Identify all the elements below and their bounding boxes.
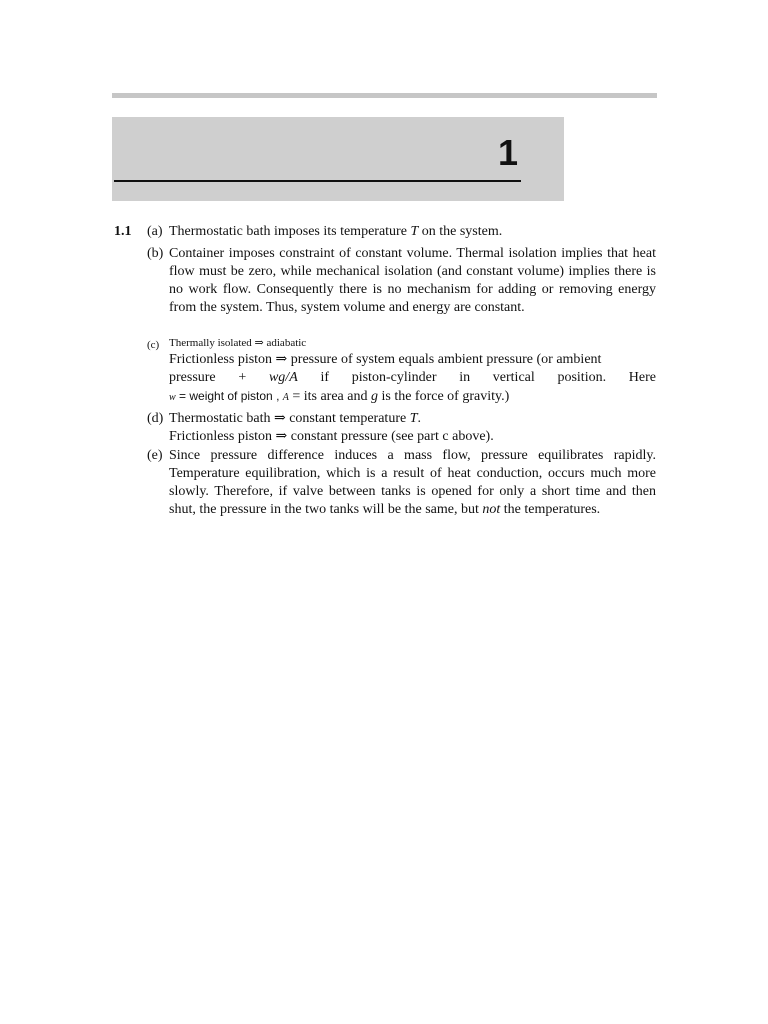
part-label: (c)	[147, 339, 160, 351]
text-line	[169, 410, 656, 428]
text-run: Thermostatic bath imposes its temperature	[169, 224, 411, 239]
variable: wg/A	[268, 370, 298, 385]
part-a	[147, 223, 656, 241]
chapter-underline	[114, 180, 521, 182]
part-label: (a)	[147, 224, 163, 239]
text-run: pressure +	[169, 370, 269, 385]
top-rule	[112, 93, 657, 98]
part-text	[169, 223, 656, 241]
part-label: (b)	[147, 246, 164, 261]
emphasis: not	[482, 502, 501, 517]
text-run: = weight of piston ,	[175, 389, 283, 403]
text-line	[169, 369, 656, 387]
variable: T	[410, 224, 419, 239]
text-run: if piston-cylinder in vertical position. Here	[297, 370, 656, 385]
part-d	[147, 410, 656, 446]
text-run: the temperatures.	[500, 502, 601, 517]
part-text: Container imposes constraint of constant volume. Thermal isolation implies that heat flow must be zero, while mechanical isolation (and constant volume) implies there is no work flow. Consequently there is no mechanism for adding or removing energy from the system. Thus, system volume and energy are constant.	[169, 246, 656, 315]
text-run: Thermostatic bath ⇒ constant temperature	[169, 411, 410, 426]
text-run: on the system.	[418, 224, 503, 239]
chapter-number: 1	[497, 132, 518, 173]
part-label: (e)	[147, 448, 163, 463]
text-run: .	[417, 411, 421, 426]
part-b	[147, 245, 656, 317]
variable: T	[409, 411, 418, 426]
text-line: Frictionless piston ⇒ constant pressure (see part c above).	[169, 429, 494, 444]
chapter-header	[112, 117, 564, 201]
part-text	[169, 410, 656, 446]
text-run: is the force of gravity.)	[377, 389, 510, 404]
problem-number: 1.1	[114, 224, 132, 239]
variable: w	[169, 392, 176, 403]
variable: A	[282, 392, 289, 403]
variable: g	[370, 389, 378, 404]
text-line	[169, 387, 656, 407]
part-label: (d)	[147, 411, 164, 426]
text-line: Frictionless piston ⇒ pressure of system equals ambient pressure (or ambient	[169, 352, 602, 367]
part-c	[147, 335, 656, 407]
part-e	[147, 447, 656, 519]
text-run: Since pressure difference induces a mass flow, pressure equilibrates rapidly. Temperature equilibration, which is a result of heat conduction, occurs much more slowly. Therefore, if valve between tanks is opened for only a short time and then shut, the pressure in the two tanks will be the same, but	[169, 448, 656, 517]
part-text	[169, 447, 656, 519]
text-run: = its area and	[288, 389, 371, 404]
text-line: Thermally isolated ⇒ adiabatic	[169, 337, 307, 349]
part-text	[169, 335, 656, 407]
